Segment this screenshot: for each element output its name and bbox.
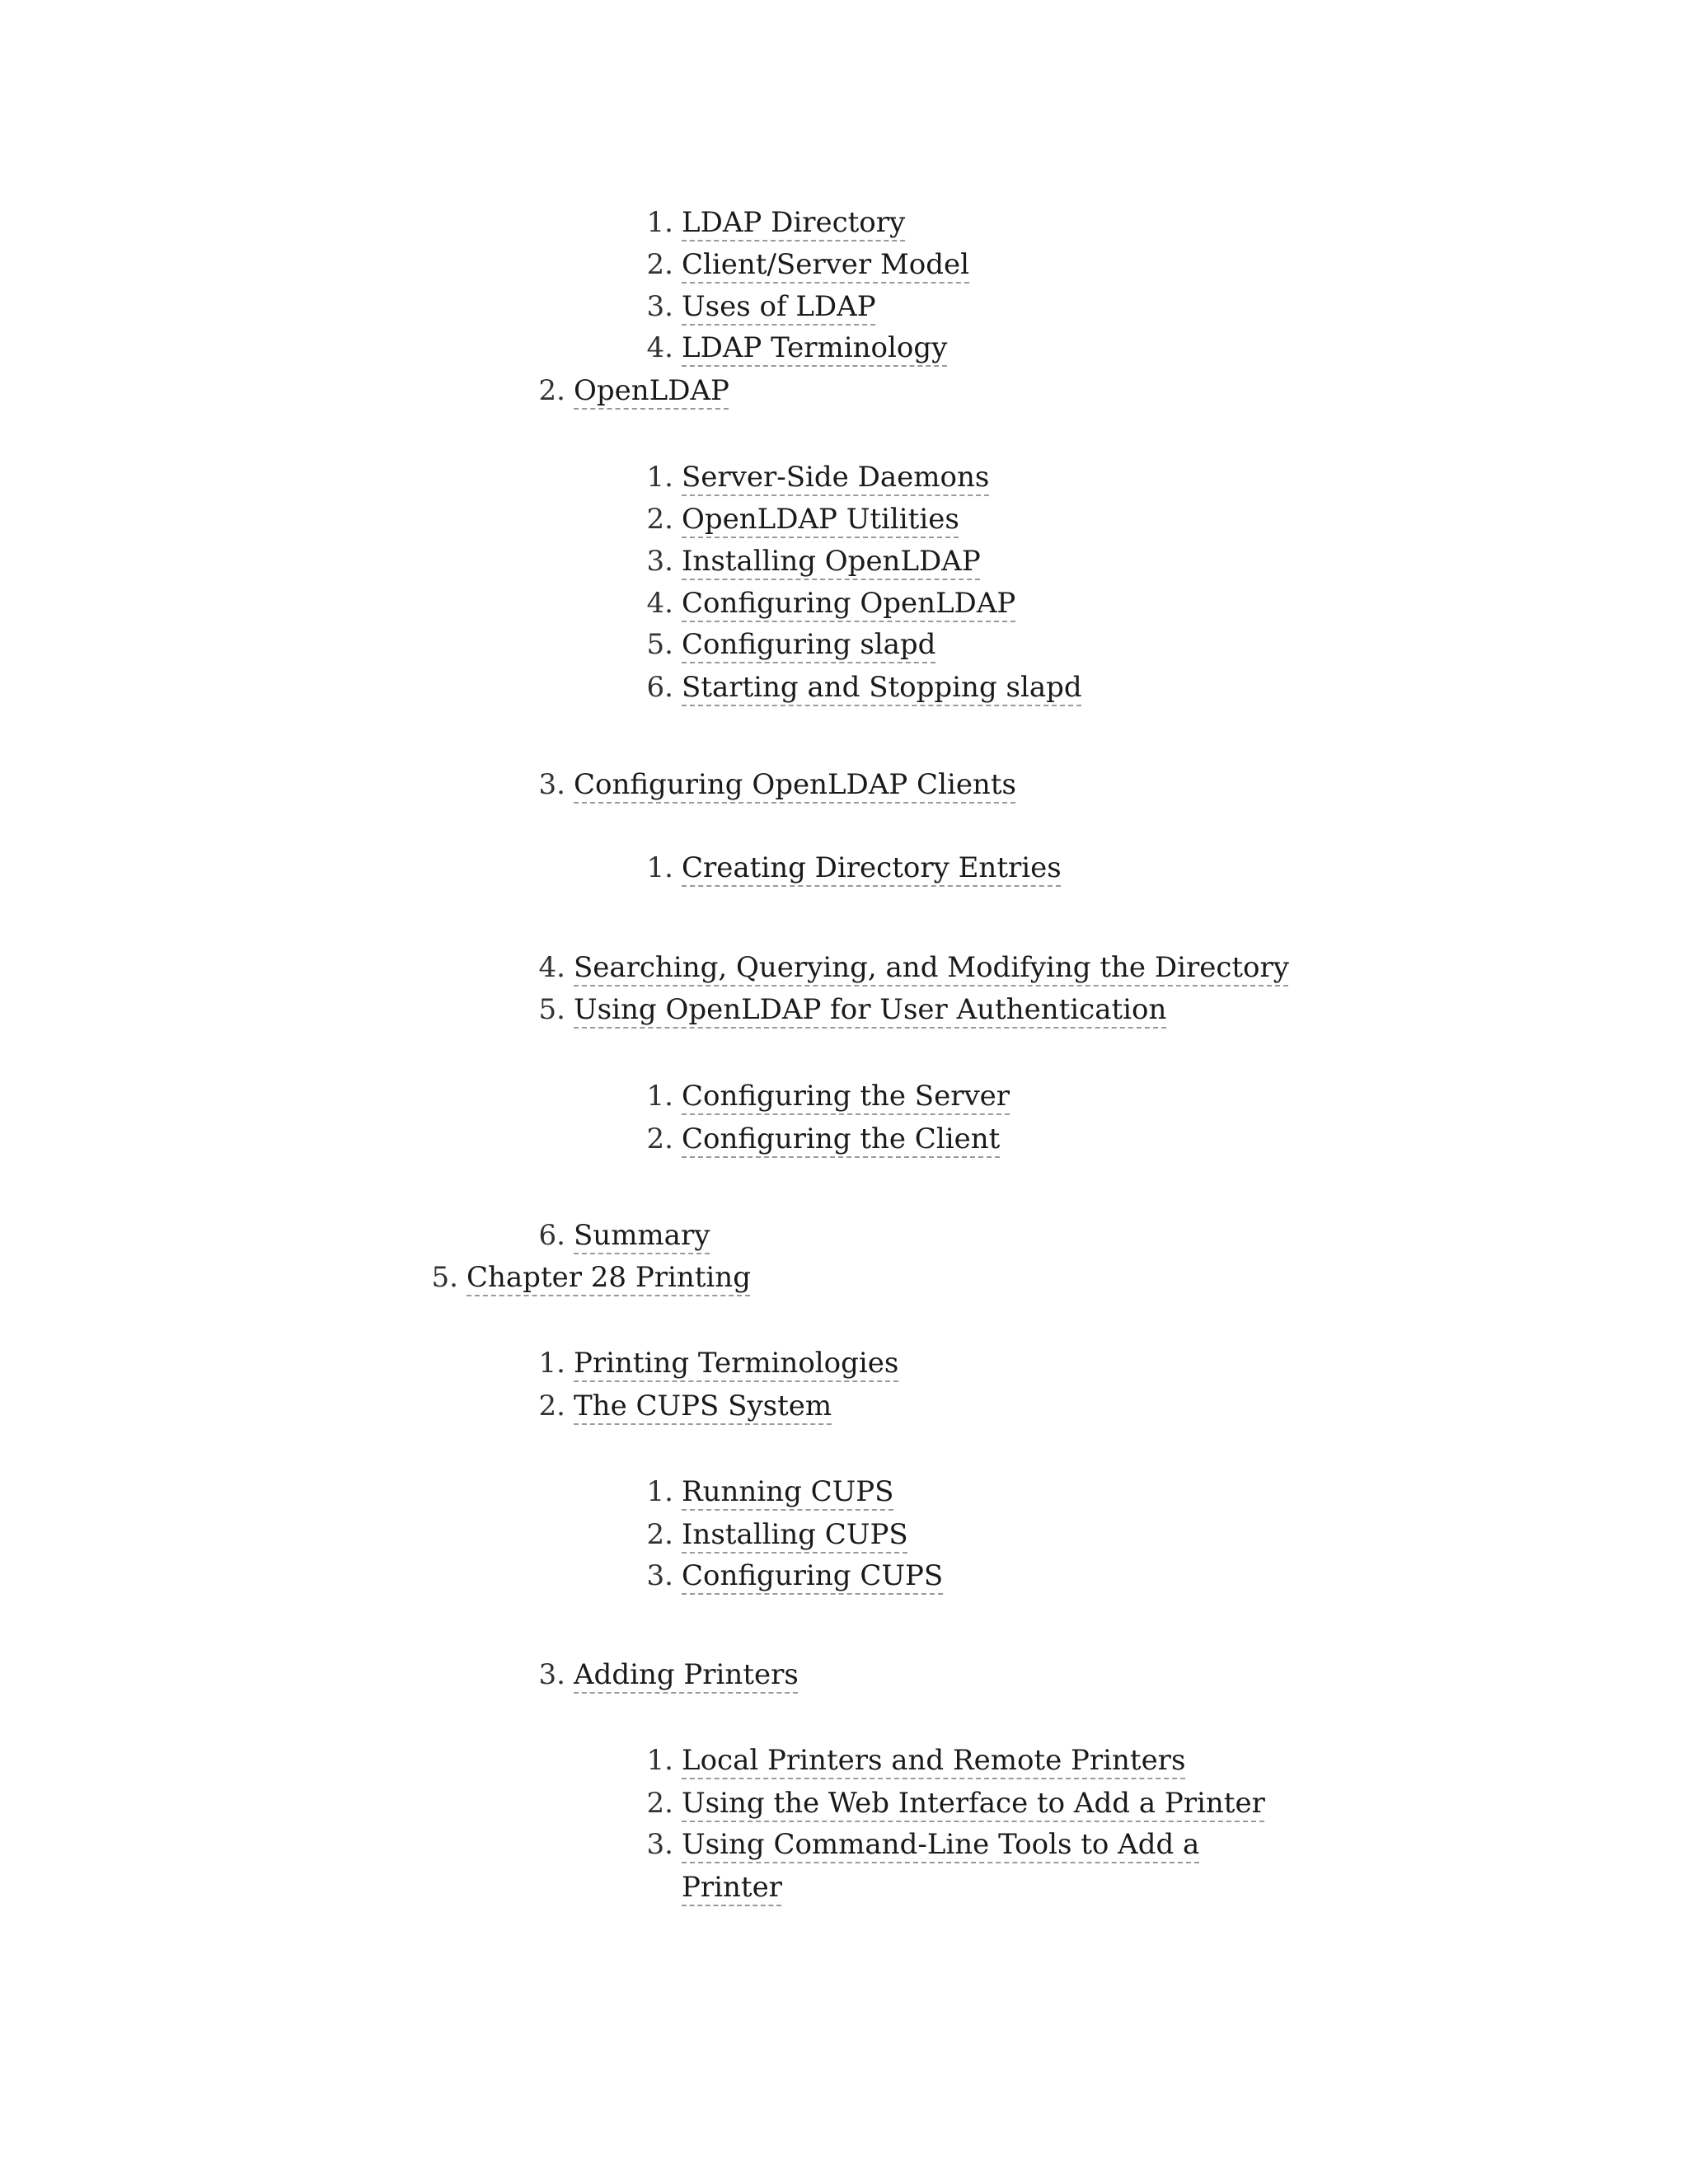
toc-item-link[interactable]: Chapter 28 Printing <box>467 1261 751 1294</box>
toc-item-number: 3. <box>646 1559 673 1592</box>
toc-item-number: 1. <box>646 206 673 239</box>
toc-item-number: 1. <box>538 1347 565 1380</box>
toc-item-link[interactable]: Configuring slapd <box>682 628 936 661</box>
toc-item-link[interactable]: The CUPS System <box>574 1390 832 1422</box>
toc-item-link[interactable]: Local Printers and Remote Printers <box>682 1744 1186 1777</box>
toc-item-link[interactable]: Uses of LDAP <box>682 290 876 323</box>
toc-item-link[interactable]: Installing OpenLDAP <box>682 545 981 578</box>
toc-item-link[interactable]: Configuring OpenLDAP <box>682 587 1016 620</box>
toc-item-number: 1. <box>646 1744 673 1777</box>
toc-item-link[interactable]: Configuring OpenLDAP Clients <box>574 768 1016 801</box>
toc-item-number: 3. <box>646 1828 673 1861</box>
toc-item-number: 1. <box>646 851 673 884</box>
toc-item-link[interactable]: Adding Printers <box>574 1658 799 1691</box>
toc-item-link[interactable]: Installing CUPS <box>682 1518 908 1551</box>
toc-item-link[interactable]: Server-Side Daemons <box>682 461 990 494</box>
toc-item-number: 3. <box>538 768 565 801</box>
toc-item-link[interactable]: Printer <box>682 1871 782 1904</box>
toc-item-number: 5. <box>538 993 565 1026</box>
toc-item-number: 6. <box>538 1219 565 1252</box>
toc-item-link[interactable]: OpenLDAP <box>574 374 729 407</box>
toc-item-number: 1. <box>646 1475 673 1508</box>
toc-item-link[interactable]: OpenLDAP Utilities <box>682 503 959 536</box>
toc-item-number: 6. <box>646 671 673 704</box>
toc-item-link[interactable]: Using the Web Interface to Add a Printer <box>682 1787 1265 1820</box>
toc-item-number: 3. <box>538 1658 565 1691</box>
toc-item-number: 3. <box>646 545 673 578</box>
toc-item-number: 1. <box>646 1080 673 1113</box>
toc-item-link[interactable]: Creating Directory Entries <box>682 851 1062 884</box>
toc-item-link[interactable]: Using OpenLDAP for User Authentication <box>574 993 1167 1026</box>
toc-item-number: 1. <box>646 461 673 494</box>
toc-item-number: 3. <box>646 290 673 323</box>
toc-item-link[interactable]: LDAP Terminology <box>682 331 948 364</box>
toc-item-number: 5. <box>646 628 673 661</box>
toc-item-number: 2. <box>538 1390 565 1422</box>
toc-item-link[interactable]: Configuring the Server <box>682 1080 1010 1113</box>
toc-item-link[interactable]: Configuring the Client <box>682 1122 1001 1155</box>
toc-item-number: 2. <box>646 248 673 281</box>
toc-item-link[interactable]: Printing Terminologies <box>574 1347 899 1380</box>
toc-item-link[interactable]: LDAP Directory <box>682 206 906 239</box>
toc-item-number: 2. <box>646 1122 673 1155</box>
toc-item-number: 2. <box>646 1518 673 1551</box>
toc-item-number: 4. <box>646 587 673 620</box>
toc-item-number: 4. <box>538 951 565 984</box>
toc-item-number: 5. <box>431 1261 458 1294</box>
toc-item-number: 4. <box>646 331 673 364</box>
toc-item-link[interactable]: Running CUPS <box>682 1475 894 1508</box>
toc-item-link[interactable]: Starting and Stopping slapd <box>682 671 1082 704</box>
toc-item-number: 2. <box>538 374 565 407</box>
toc-item-link[interactable]: Searching, Querying, and Modifying the Directory <box>574 951 1289 984</box>
toc-item-link[interactable]: Using Command-Line Tools to Add a <box>682 1828 1200 1861</box>
toc-item-link[interactable]: Summary <box>574 1219 710 1252</box>
toc-item-number: 2. <box>646 503 673 536</box>
toc-item-number: 2. <box>646 1787 673 1820</box>
toc-item-link[interactable]: Client/Server Model <box>682 248 969 281</box>
toc-item-link[interactable]: Configuring CUPS <box>682 1559 944 1592</box>
